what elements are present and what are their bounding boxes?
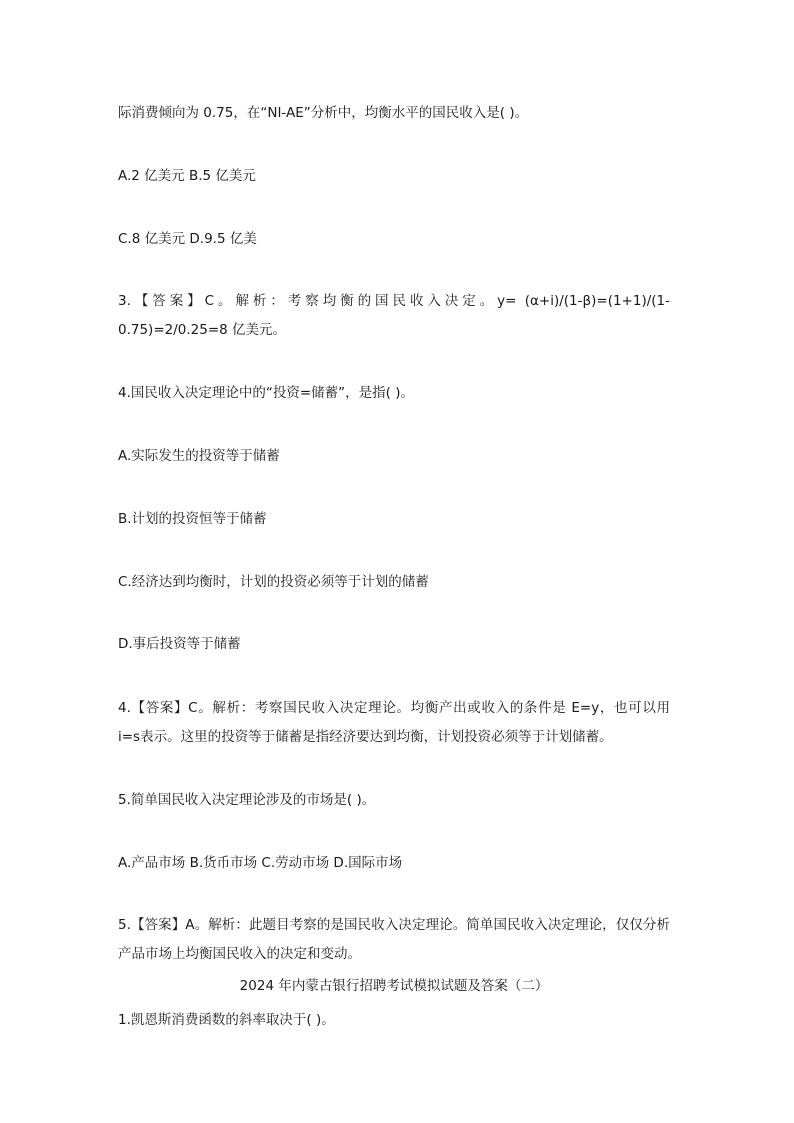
option-line-cd: C.8 亿美元 D.9.5 亿美 <box>118 231 257 247</box>
question-1-text: 1.凯恩斯消费函数的斜率取决于( )。 <box>118 1012 335 1028</box>
answer-5-paragraph: 5.【答案】A。解析：此题目考察的是国民收入决定理论。简单国民收入决定理论，仅仅分析产品市场上均衡国民收入的决定和变动。 <box>118 917 670 962</box>
question-4-text: 4.国民收入决定理论中的“投资=储蓄”，是指( )。 <box>118 385 415 401</box>
question-5-text: 5.简单国民收入决定理论涉及的市场是( )。 <box>118 792 376 808</box>
question-continuation-text: 际消费倾向为 0.75，在“NI-AE”分析中，均衡水平的国民收入是( )。 <box>118 105 529 121</box>
option-a: A.实际发生的投资等于储蓄 <box>118 448 280 464</box>
option-b: B.计划的投资恒等于储蓄 <box>118 511 267 527</box>
answer-3-paragraph: 3.【答案】C。解析：考察均衡的国民收入决定。y= (α+i)/(1-β)=(1+1)/(1-0.75)=2/0.25=8 亿美元。 <box>118 293 670 338</box>
option-d: D.事后投资等于储蓄 <box>118 636 241 652</box>
question-5-options: A.产品市场 B.货币市场 C.劳动市场 D.国际市场 <box>118 855 403 871</box>
section-heading: 2024 年内蒙古银行招聘考试模拟试题及答案（二） <box>239 978 549 994</box>
option-line-ab: A.2 亿美元 B.5 亿美元 <box>118 168 256 184</box>
answer-4-paragraph: 4.【答案】C。解析：考察国民收入决定理论。均衡产出或收入的条件是 E=y，也可以用 i=s表示。这里的投资等于储蓄是指经济要达到均衡，计划投资必须等于计划储蓄。 <box>118 700 670 745</box>
option-c: C.经济达到均衡时，计划的投资必须等于计划的储蓄 <box>118 574 429 590</box>
